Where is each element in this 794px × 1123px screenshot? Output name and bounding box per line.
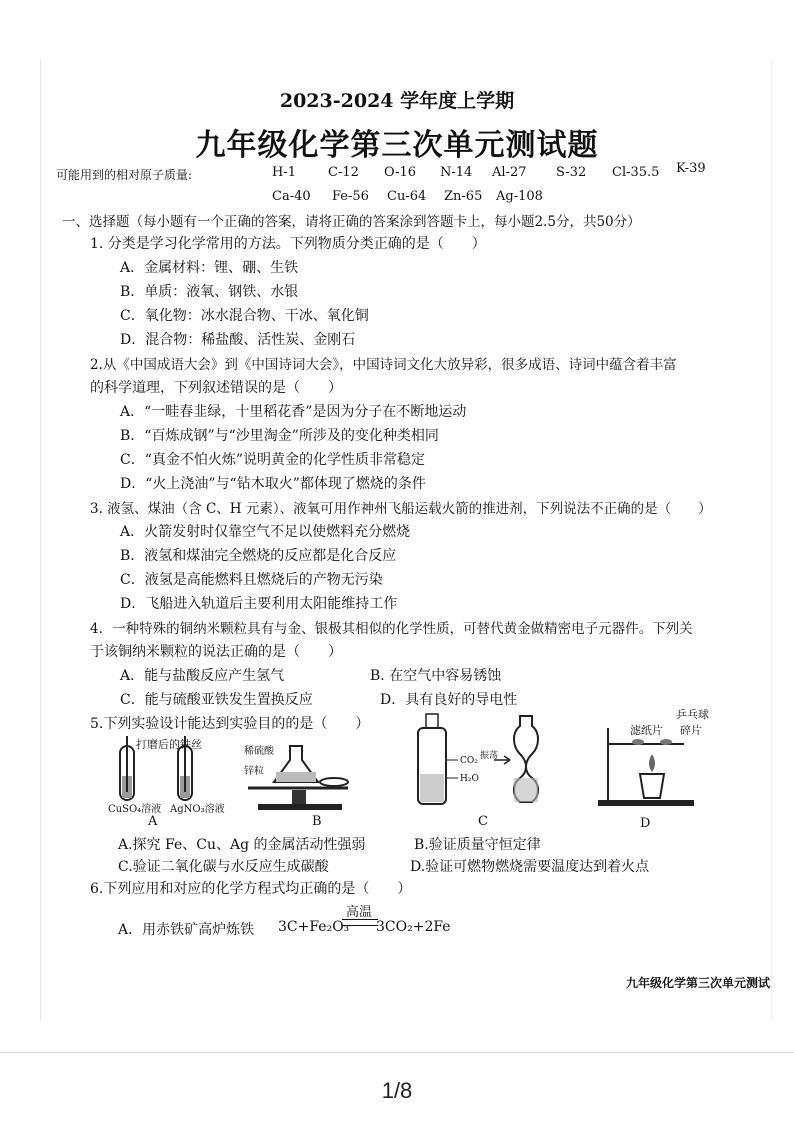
q5-option-a: A.探究 Fe、Cu、Ag 的金属活动性强弱 (118, 837, 366, 853)
figure-letter-c: C (478, 814, 488, 829)
q1-option-c: C．氧化物：冰水混合物、干冰、氧化铜 (120, 308, 369, 324)
mass-ag: Ag-108 (496, 189, 543, 204)
q2-option-c: C．“真金不怕火炼”说明黄金的化学性质非常稳定 (120, 452, 426, 468)
label-co2: CO₂ (460, 756, 478, 766)
q6-equation-condition: 高温 (346, 905, 373, 920)
figure-letter-a: A (148, 814, 158, 829)
q6-equation-products: 3CO₂+2Fe (376, 919, 451, 935)
label-pingpong-fragments: 碎片 (680, 724, 702, 737)
q1-stem: 1. 分类是学习化学常用的方法。下列物质分类正确的是（ ） (90, 236, 486, 252)
q3-option-b: B．液氢和煤油完全燃烧的反应都是化合反应 (120, 548, 397, 564)
mass-fe: Fe-56 (332, 189, 369, 204)
q5-option-d: D.验证可燃物燃烧需要温度达到着火点 (410, 859, 650, 875)
q6-option-a-text: A．用赤铁矿高炉炼铁 (118, 922, 255, 938)
q2-option-d: D．“火上浇油”与“钻木取火”都体现了燃烧的条件 (120, 476, 426, 492)
q4-option-c: C．能与硫酸亚铁发生置换反应 (120, 692, 313, 708)
q6-equation-reactants: 3C+Fe₂O₃ (278, 919, 350, 935)
q3-stem: 3. 液氢、煤油（含 C、H 元素）、液氧可用作神州飞船运载火箭的推进剂，下列说法不正确的是（ ） (90, 501, 712, 517)
mass-o: O-16 (384, 165, 417, 180)
q2-stem-line2: 的科学道理，下列叙述错误的是（ ） (90, 380, 342, 396)
mass-zn: Zn-65 (444, 189, 483, 204)
q2-option-b: B．“百炼成钢”与“沙里淘金”所涉及的变化种类相同 (120, 428, 439, 444)
label-zinc: 锌粒 (244, 766, 264, 777)
page-indicator: 1/8 (381, 1078, 413, 1103)
page-divider (0, 1052, 794, 1053)
q4-stem-line2: 于该铜纳米颗粒的说法正确的是（ ） (90, 644, 342, 660)
mass-cu: Cu-64 (387, 189, 427, 204)
q6-equation-double-line (342, 919, 378, 926)
section-heading: 一、选择题（每小题有一个正确的答案，请将正确的答案涂到答题卡上，每小题2.5分，共50分） (62, 214, 641, 230)
label-dilute-acid: 稀硫酸 (244, 746, 274, 757)
q6-stem: 6.下列应用和对应的化学方程式均正确的是（ ） (90, 881, 412, 897)
q4-option-a: A．能与盐酸反应产生氢气 (120, 668, 285, 684)
figure-d-burner-stand (598, 728, 698, 808)
q3-option-c: C．液氢是高能燃料且燃烧后的产物无污染 (120, 572, 383, 588)
mass-k: K-39 (676, 161, 706, 176)
q5-option-b: B.验证质量守恒定律 (414, 837, 541, 853)
q4-stem-line1: 4．一种特殊的铜纳米颗粒具有与金、银极其相似的化学性质，可替代黄金做精密电子元器件。下列关 (90, 621, 693, 637)
q1-option-a: A．金属材料：锂、硼、生铁 (120, 260, 299, 276)
mass-n: N-14 (440, 165, 473, 180)
masses-label: 可能用到的相对原子质量: (56, 168, 193, 182)
label-pingpong: 乒乓球 (676, 708, 709, 721)
figure-letter-b: B (312, 814, 322, 829)
label-shake: 振荡 (480, 751, 499, 761)
exam-year: 2023-2024 学年度上学期 (279, 90, 515, 112)
q2-stem-line1: 2.从《中国成语大会》到《中国诗词大会》，中国诗词文化大放异彩，很多成语、诗词中蕴含着丰富 (90, 357, 677, 373)
mass-h: H-1 (272, 165, 297, 180)
mass-al: Al-27 (492, 165, 527, 180)
q3-option-a: A．火箭发射时仅靠空气不足以使燃料充分燃烧 (120, 524, 411, 540)
q5-option-c: C.验证二氧化碳与水反应生成碳酸 (118, 859, 329, 875)
mass-c: C-12 (328, 165, 359, 180)
label-h2o: H₂O (460, 774, 479, 784)
label-filter-paper: 滤纸片 (630, 724, 663, 737)
label-cuso4: CuSO₄溶液 (108, 804, 162, 815)
q4-option-d: D．具有良好的导电性 (380, 692, 518, 708)
exam-title: 九年级化学第三次单元测试题 (195, 128, 599, 163)
mass-ca: Ca-40 (272, 189, 311, 204)
q3-option-d: D．飞船进入轨道后主要利用太阳能维持工作 (120, 596, 398, 612)
page-footer: 九年级化学第三次单元测试 (625, 976, 770, 990)
q5-stem: 5.下列实验设计能达到实验目的的是（ ） (90, 716, 370, 732)
mass-s: S-32 (556, 165, 587, 180)
mass-cl: Cl-35.5 (612, 165, 660, 180)
q1-option-b: B．单质：液氧、钢铁、水银 (120, 284, 299, 300)
q1-option-d: D．混合物：稀盐酸、活性炭、金刚石 (120, 332, 356, 348)
q4-option-b: B. 在空气中容易锈蚀 (370, 668, 502, 684)
label-agno3: AgNO₃溶液 (170, 804, 225, 815)
q2-option-a: A．“一畦春韭绿，十里稻花香”是因为分子在不断地运动 (120, 404, 467, 420)
label-iron-wire: 打磨后的铁丝 (136, 738, 202, 751)
figure-letter-d: D (640, 816, 651, 831)
